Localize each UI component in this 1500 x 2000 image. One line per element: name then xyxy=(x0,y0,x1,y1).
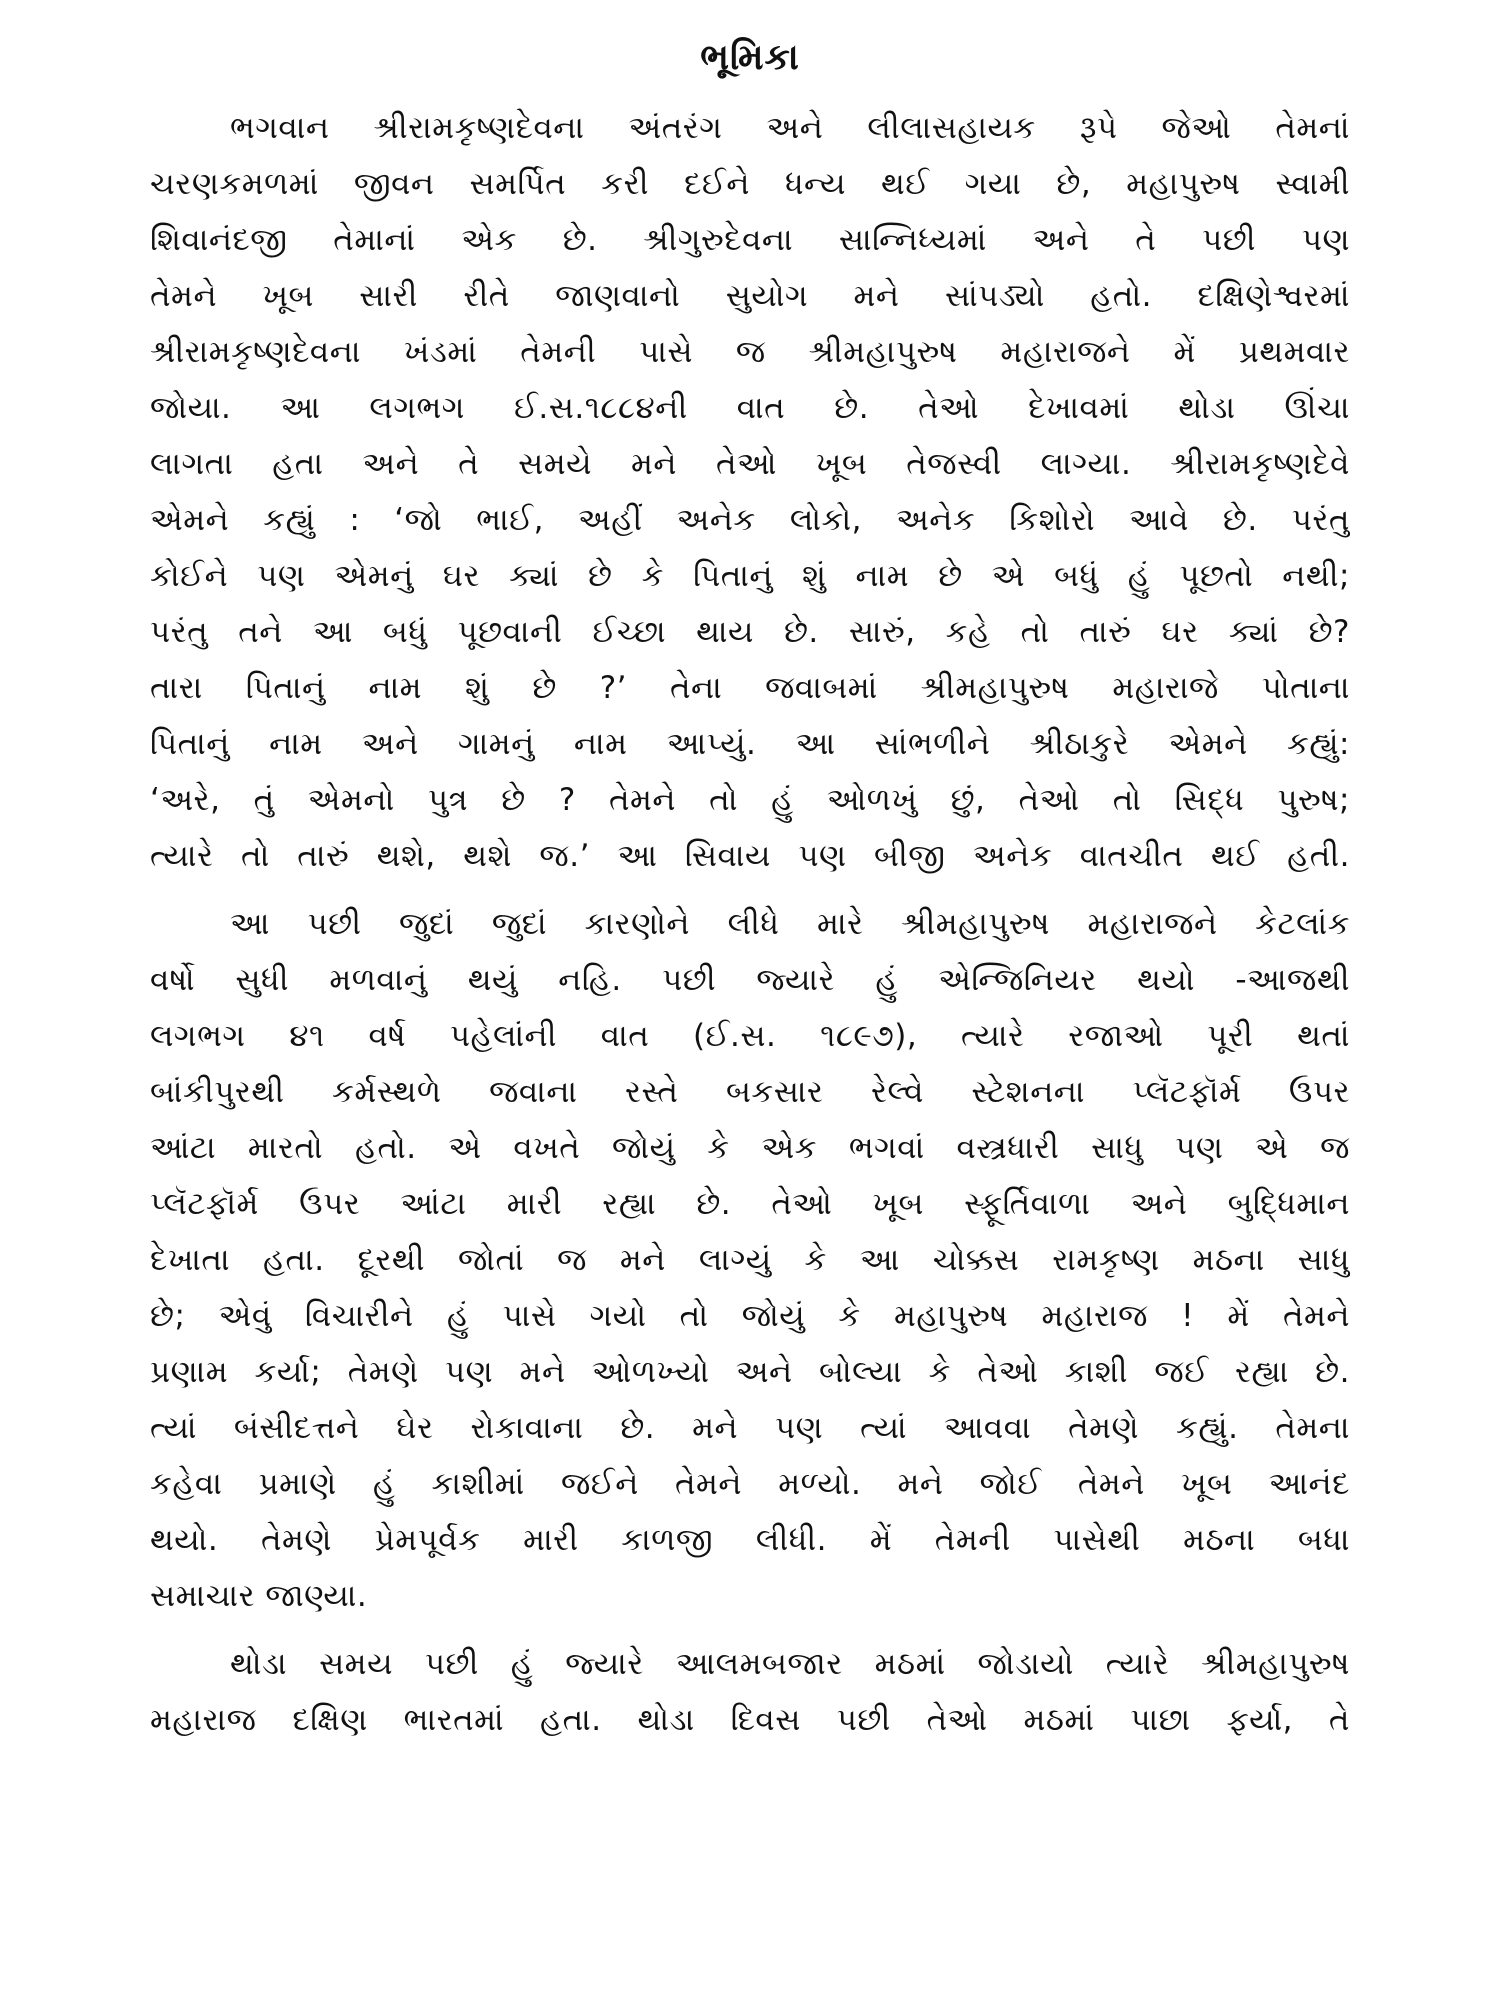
text-line: તેમને ખૂબ સારી રીતે જાણવાનો સુયોગ મને સાંપડ્યો હતો. દક્ષિણેશ્વરમાં xyxy=(150,278,1350,314)
text-line: ચરણકમળમાં જીવન સમર્પિત કરી દઈને ધન્ય થઈ ગયા છે, મહાપુરુષ સ્વામી xyxy=(150,166,1350,202)
text-line: દેખાતા હતા. દૂરથી જોતાં જ મને લાગ્યું કે આ ચોક્કસ રામકૃષ્ણ મઠના સાધુ xyxy=(150,1242,1350,1278)
paragraph-2 xyxy=(150,896,1350,1624)
text-line: પરંતુ તને આ બધું પૂછવાની ઈચ્છા થાય છે. સારું, કહે તો તારું ઘર ક્યાં છે? xyxy=(150,614,1350,650)
text-line: ભગવાન શ્રીરામકૃષ્ણદેવના અંતરંગ અને લીલાસહાયક રૂપે જેઓ તેમનાં xyxy=(230,110,1350,146)
paragraph-3 xyxy=(150,1636,1350,1748)
text-line: વર્ષો સુધી મળવાનું થયું નહિ. પછી જ્યારે હું એન્જિનિયર થયો -આજથી xyxy=(150,962,1350,998)
page-title: ભૂમિકા xyxy=(700,37,800,78)
text-line: લગભગ ૪૧ વર્ષ પહેલાંની વાત (ઈ.સ. ૧૮૯૭), ત્યારે રજાઓ પૂરી થતાં xyxy=(150,1018,1350,1054)
text-line: કોઈને પણ એમનું ઘર ક્યાં છે કે પિતાનું શું નામ છે એ બધું હું પૂછતો નથી; xyxy=(150,558,1350,594)
text-line: કહેવા પ્રમાણે હું કાશીમાં જઈને તેમને મળ્યો. મને જોઈ તેમને ખૂબ આનંદ xyxy=(150,1466,1350,1502)
text-line: છે; એવું વિચારીને હું પાસે ગયો તો જોયું કે મહાપુરુષ મહારાજ ! મેં તેમને xyxy=(150,1298,1350,1334)
text-line: મહારાજ દક્ષિણ ભારતમાં હતા. થોડા દિવસ પછી તેઓ મઠમાં પાછા ફર્યા, તે xyxy=(150,1702,1350,1738)
text-line: લાગતા હતા અને તે સમયે મને તેઓ ખૂબ તેજસ્વી લાગ્યા. શ્રીરામકૃષ્ણદેવે xyxy=(150,446,1350,482)
text-line: થયો. તેમણે પ્રેમપૂર્વક મારી કાળજી લીધી. મેં તેમની પાસેથી મઠના બધા xyxy=(150,1522,1350,1558)
text-line: ત્યાં બંસીદત્તને ઘેર રોકાવાના છે. મને પણ ત્યાં આવવા તેમણે કહ્યું. તેમના xyxy=(150,1410,1350,1446)
text-line: પ્લૅટફૉર્મ ઉપર આંટા મારી રહ્યા છે. તેઓ ખૂબ સ્ફૂર્તિવાળા અને બુદ્ધિમાન xyxy=(150,1186,1350,1222)
text-line: પ્રણામ કર્યા; તેમણે પણ મને ઓળખ્યો અને બોલ્યા કે તેઓ કાશી જઈ રહ્યા છે. xyxy=(150,1354,1350,1390)
text-line: ત્યારે તો તારું થશે, થશે જ.’ આ સિવાય પણ બીજી અનેક વાતચીત થઈ હતી. xyxy=(150,838,1350,874)
text-line: શિવાનંદજી તેમાનાં એક છે. શ્રીગુરુદેવના સાન્નિધ્યમાં અને તે પછી પણ xyxy=(150,222,1350,258)
text-line: આ પછી જુદાં જુદાં કારણોને લીધે મારે શ્રીમહાપુરુષ મહારાજને કેટલાંક xyxy=(230,906,1350,942)
text-line: બાંકીપુરથી કર્મસ્થળે જવાના રસ્તે બકસાર રેલ્વે સ્ટેશનના પ્લૅટફૉર્મ ઉપર xyxy=(150,1074,1350,1110)
text-line: ‘અરે, તું એમનો પુત્ર છે ? તેમને તો હું ઓળખું છું, તેઓ તો સિદ્ધ પુરુષ; xyxy=(150,782,1350,818)
text-line: શ્રીરામકૃષ્ણદેવના ખંડમાં તેમની પાસે જ શ્રીમહાપુરુષ મહારાજને મેં પ્રથમવાર xyxy=(150,334,1350,370)
text-line: સમાચાર જાણ્યા. xyxy=(150,1578,368,1614)
text-line: આંટા મારતો હતો. એ વખતે જોયું કે એક ભગવાં વસ્ત્રધારી સાધુ પણ એ જ xyxy=(150,1130,1350,1166)
text-line: એમને કહ્યું : ‘જો ભાઈ, અહીં અનેક લોકો, અનેક કિશોરો આવે છે. પરંતુ xyxy=(150,502,1350,538)
paragraph-1 xyxy=(150,100,1350,884)
text-line: થોડા સમય પછી હું જ્યારે આલમબજાર મઠમાં જોડાયો ત્યારે શ્રીમહાપુરુષ xyxy=(230,1646,1350,1682)
text-line: પિતાનું નામ અને ગામનું નામ આપ્યું. આ સાંભળીને શ્રીઠાકુરે એમને કહ્યું: xyxy=(150,726,1350,762)
text-line: જોયા. આ લગભગ ઈ.સ.૧૮૮૪ની વાત છે. તેઓ દેખાવમાં થોડા ઊંચા xyxy=(150,390,1350,426)
text-line: તારા પિતાનું નામ શું છે ?’ તેના જવાબમાં શ્રીમહાપુરુષ મહારાજે પોતાના xyxy=(150,670,1350,706)
